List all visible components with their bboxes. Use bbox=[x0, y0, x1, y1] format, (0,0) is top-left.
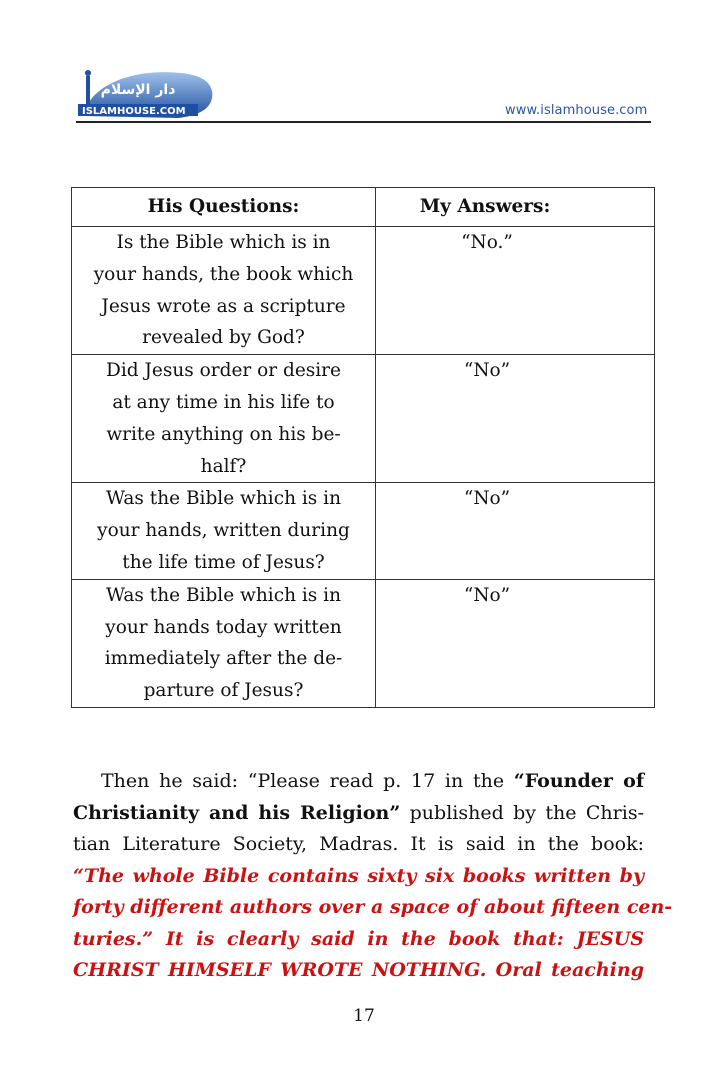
question-line: Was the Bible which is in bbox=[105, 488, 342, 510]
question-cell bbox=[72, 579, 376, 707]
paragraph-line bbox=[73, 766, 644, 798]
book-title-bold: “Founder of bbox=[513, 770, 644, 792]
questions-answers-table bbox=[71, 187, 655, 708]
site-url[interactable]: www.islamhouse.com bbox=[505, 103, 648, 118]
logo-arabic-text: دار الإسلام bbox=[100, 82, 176, 98]
table-row bbox=[72, 227, 655, 355]
table-row bbox=[72, 483, 655, 579]
paragraph-line bbox=[73, 798, 644, 830]
paragraph-line: tian Literature Society, Madras. It is said in the book: bbox=[73, 833, 644, 855]
question-line: Did Jesus order or desire bbox=[106, 360, 341, 382]
question-line: at any time in his life to bbox=[112, 391, 335, 413]
page-number: 17 bbox=[353, 1006, 375, 1026]
text-run: published by the Chris- bbox=[400, 801, 644, 824]
answer-cell: “No” bbox=[376, 355, 655, 483]
question-line: your hands today written bbox=[105, 616, 342, 638]
answer-cell: “No” bbox=[376, 579, 655, 707]
quoted-line: forty different authors over a space of about fifteen cen- bbox=[73, 896, 673, 918]
answer-cell: “No” bbox=[376, 483, 655, 579]
book-title-bold: Christianity and his Religion” bbox=[73, 801, 401, 824]
header-divider bbox=[76, 121, 651, 123]
table-header-row bbox=[72, 188, 655, 227]
islamhouse-logo bbox=[78, 64, 218, 124]
question-line: Is the Bible which is in bbox=[116, 232, 331, 253]
question-line: Was the Bible which is in bbox=[105, 584, 342, 606]
logo-text: ISLAMHOUSE.COM bbox=[82, 106, 186, 117]
question-cell bbox=[72, 355, 376, 483]
question-line: your hands, written during bbox=[97, 520, 350, 542]
question-line: half? bbox=[200, 455, 247, 477]
question-cell bbox=[72, 483, 376, 579]
answers-column-header: My Answers: bbox=[376, 188, 655, 227]
quoted-line: turies.” It is clearly said in the book that: JESUS bbox=[73, 927, 644, 950]
answer-cell: “No.” bbox=[376, 227, 655, 355]
question-line: revealed by God? bbox=[142, 327, 305, 349]
question-line: your hands, the book which bbox=[93, 263, 354, 285]
quoted-line: “The whole Bible contains sixty six books written by bbox=[73, 864, 644, 887]
table-row bbox=[72, 579, 655, 707]
table-row bbox=[72, 355, 655, 483]
body-paragraph bbox=[73, 766, 673, 987]
text-run: Then he said: “Please read p. 17 in the bbox=[101, 770, 514, 792]
question-line: Jesus wrote as a scripture bbox=[101, 295, 346, 317]
question-line: immediately after the de- bbox=[104, 648, 343, 670]
quoted-line: CHRIST HIMSELF WROTE NOTHING. Oral teaching bbox=[73, 959, 644, 981]
question-line: parture of Jesus? bbox=[143, 680, 304, 702]
question-cell bbox=[72, 227, 376, 355]
question-line: write anything on his be- bbox=[106, 423, 341, 445]
question-line: the life time of Jesus? bbox=[122, 551, 325, 573]
questions-column-header: His Questions: bbox=[72, 188, 376, 227]
